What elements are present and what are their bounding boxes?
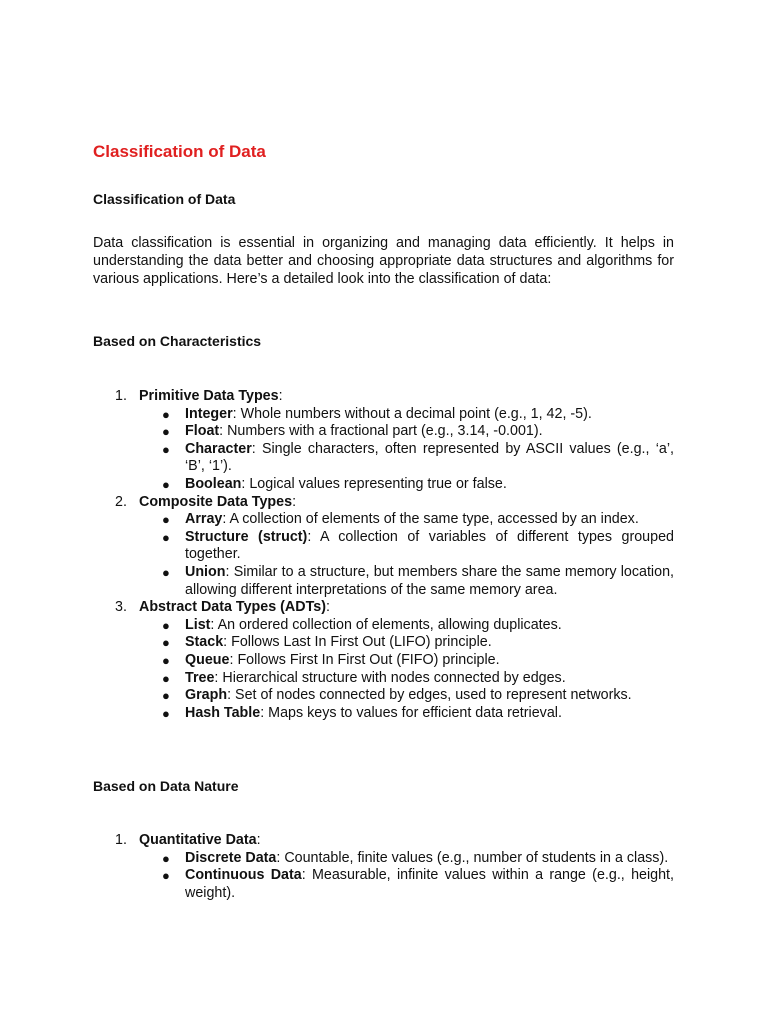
term-description: : Follows Last In First Out (LIFO) principle. — [223, 634, 492, 651]
term-description: : Hierarchical structure with nodes connected by edges. — [214, 669, 566, 686]
sub-list — [139, 850, 674, 903]
document-title: Classification of Data — [93, 142, 266, 161]
term: Union — [185, 563, 226, 580]
term: Discrete Data — [185, 849, 277, 866]
term-description: : A collection of elements of the same type, accessed by an index. — [222, 511, 639, 528]
bullet-icon: ● — [162, 868, 170, 884]
term: List — [185, 616, 211, 633]
list-item-suffix: : — [256, 832, 261, 848]
list-item — [93, 494, 674, 600]
term: Tree — [185, 669, 215, 686]
bullet-icon: ● — [162, 424, 170, 440]
list-item-label: Composite Data Types — [139, 493, 293, 510]
sub-list-item — [139, 867, 674, 902]
term-description: : Follows First In First Out (FIFO) principle. — [229, 651, 500, 668]
term: Boolean — [185, 475, 242, 492]
list-item-suffix: : — [278, 388, 283, 404]
sub-list-item — [139, 441, 674, 476]
term-description: : Maps keys to values for efficient data retrieval. — [260, 704, 562, 721]
bullet-icon: ● — [162, 512, 170, 528]
list-item-label: Primitive Data Types — [139, 388, 279, 404]
sub-list-item — [139, 564, 674, 599]
sub-list-item — [139, 652, 674, 670]
list-number: 3. — [115, 599, 127, 616]
bullet-icon: ● — [162, 529, 170, 545]
bullet-icon: ● — [162, 652, 170, 668]
sub-list-item — [139, 617, 674, 635]
sub-list-item — [139, 529, 674, 564]
term: Structure (struct) — [185, 528, 308, 545]
term-description: : Set of nodes connected by edges, used to represent networks. — [227, 687, 632, 704]
term-description: : Measurable, infinite values within a range (e.g., height, weight). — [185, 867, 674, 901]
term: Array — [185, 511, 223, 528]
sub-list-item — [139, 406, 674, 424]
sub-list-item — [139, 634, 674, 652]
term: Continuous Data — [185, 867, 302, 884]
list-item — [93, 599, 674, 722]
sub-list — [139, 617, 674, 723]
list-item-label: Abstract Data Types (ADTs) — [139, 599, 326, 616]
sub-list — [139, 511, 674, 599]
list-number: 1. — [115, 832, 127, 848]
bullet-icon: ● — [162, 670, 170, 686]
term: Queue — [185, 651, 230, 668]
characteristics-list — [93, 388, 674, 722]
sub-list — [139, 406, 674, 494]
term-description: : Logical values representing true or false. — [241, 475, 507, 492]
term-description: : Similar to a structure, but members share the same memory location, allowing different interpretations of the same memory area. — [185, 563, 674, 598]
list-item-suffix: : — [292, 493, 297, 510]
term-description: : Whole numbers without a decimal point (e.g., 1, 42, -5). — [232, 405, 592, 422]
bullet-icon: ● — [162, 705, 170, 721]
sub-list-item — [139, 850, 674, 868]
sub-list-item — [139, 705, 674, 723]
sub-list-item — [139, 423, 674, 441]
term-description: : A collection of variables of different types grouped together. — [185, 528, 674, 563]
bullet-icon: ● — [162, 441, 170, 457]
section-heading-characteristics: Based on Characteristics — [93, 333, 262, 349]
sub-list-item — [139, 687, 674, 705]
term-description: : Countable, finite values (e.g., number of students in a class). — [276, 849, 669, 866]
bullet-icon: ● — [162, 564, 170, 580]
bullet-icon: ● — [162, 688, 170, 704]
bullet-icon: ● — [162, 617, 170, 633]
term: Float — [185, 423, 220, 440]
bullet-icon: ● — [162, 850, 170, 866]
list-item-label: Quantitative Data — [139, 832, 257, 848]
sub-list-item — [139, 476, 674, 494]
term-description: : An ordered collection of elements, allowing duplicates. — [210, 616, 562, 633]
term-description: : Numbers with a fractional part (e.g., 3.14, -0.001). — [219, 423, 543, 440]
term-description: : Single characters, often represented by ASCII values (e.g., ‘a’, ‘B’, ‘1’). — [185, 440, 674, 475]
section-subtitle: Classification of Data — [93, 191, 236, 207]
list-number: 1. — [115, 388, 127, 404]
data-nature-list — [93, 832, 674, 902]
bullet-icon: ● — [162, 476, 170, 492]
term: Hash Table — [185, 704, 261, 721]
list-number: 2. — [115, 493, 127, 510]
section-heading-data-nature: Based on Data Nature — [93, 778, 239, 794]
document-page — [93, 0, 674, 1024]
intro-paragraph: Data classification is essential in organizing and managing data efficiently. It helps in understanding the data better and choosing appropriate data structures and algorithms for various applications. Here’s a detailed look into the classification of data: — [93, 235, 674, 287]
list-item — [93, 832, 674, 902]
bullet-icon: ● — [162, 406, 170, 422]
sub-list-item — [139, 670, 674, 688]
list-item-suffix: : — [325, 599, 330, 616]
list-item — [93, 388, 674, 494]
term: Character — [185, 440, 252, 457]
term: Stack — [185, 634, 224, 651]
term: Graph — [185, 687, 228, 704]
term: Integer — [185, 405, 233, 422]
sub-list-item — [139, 511, 674, 529]
bullet-icon: ● — [162, 635, 170, 651]
